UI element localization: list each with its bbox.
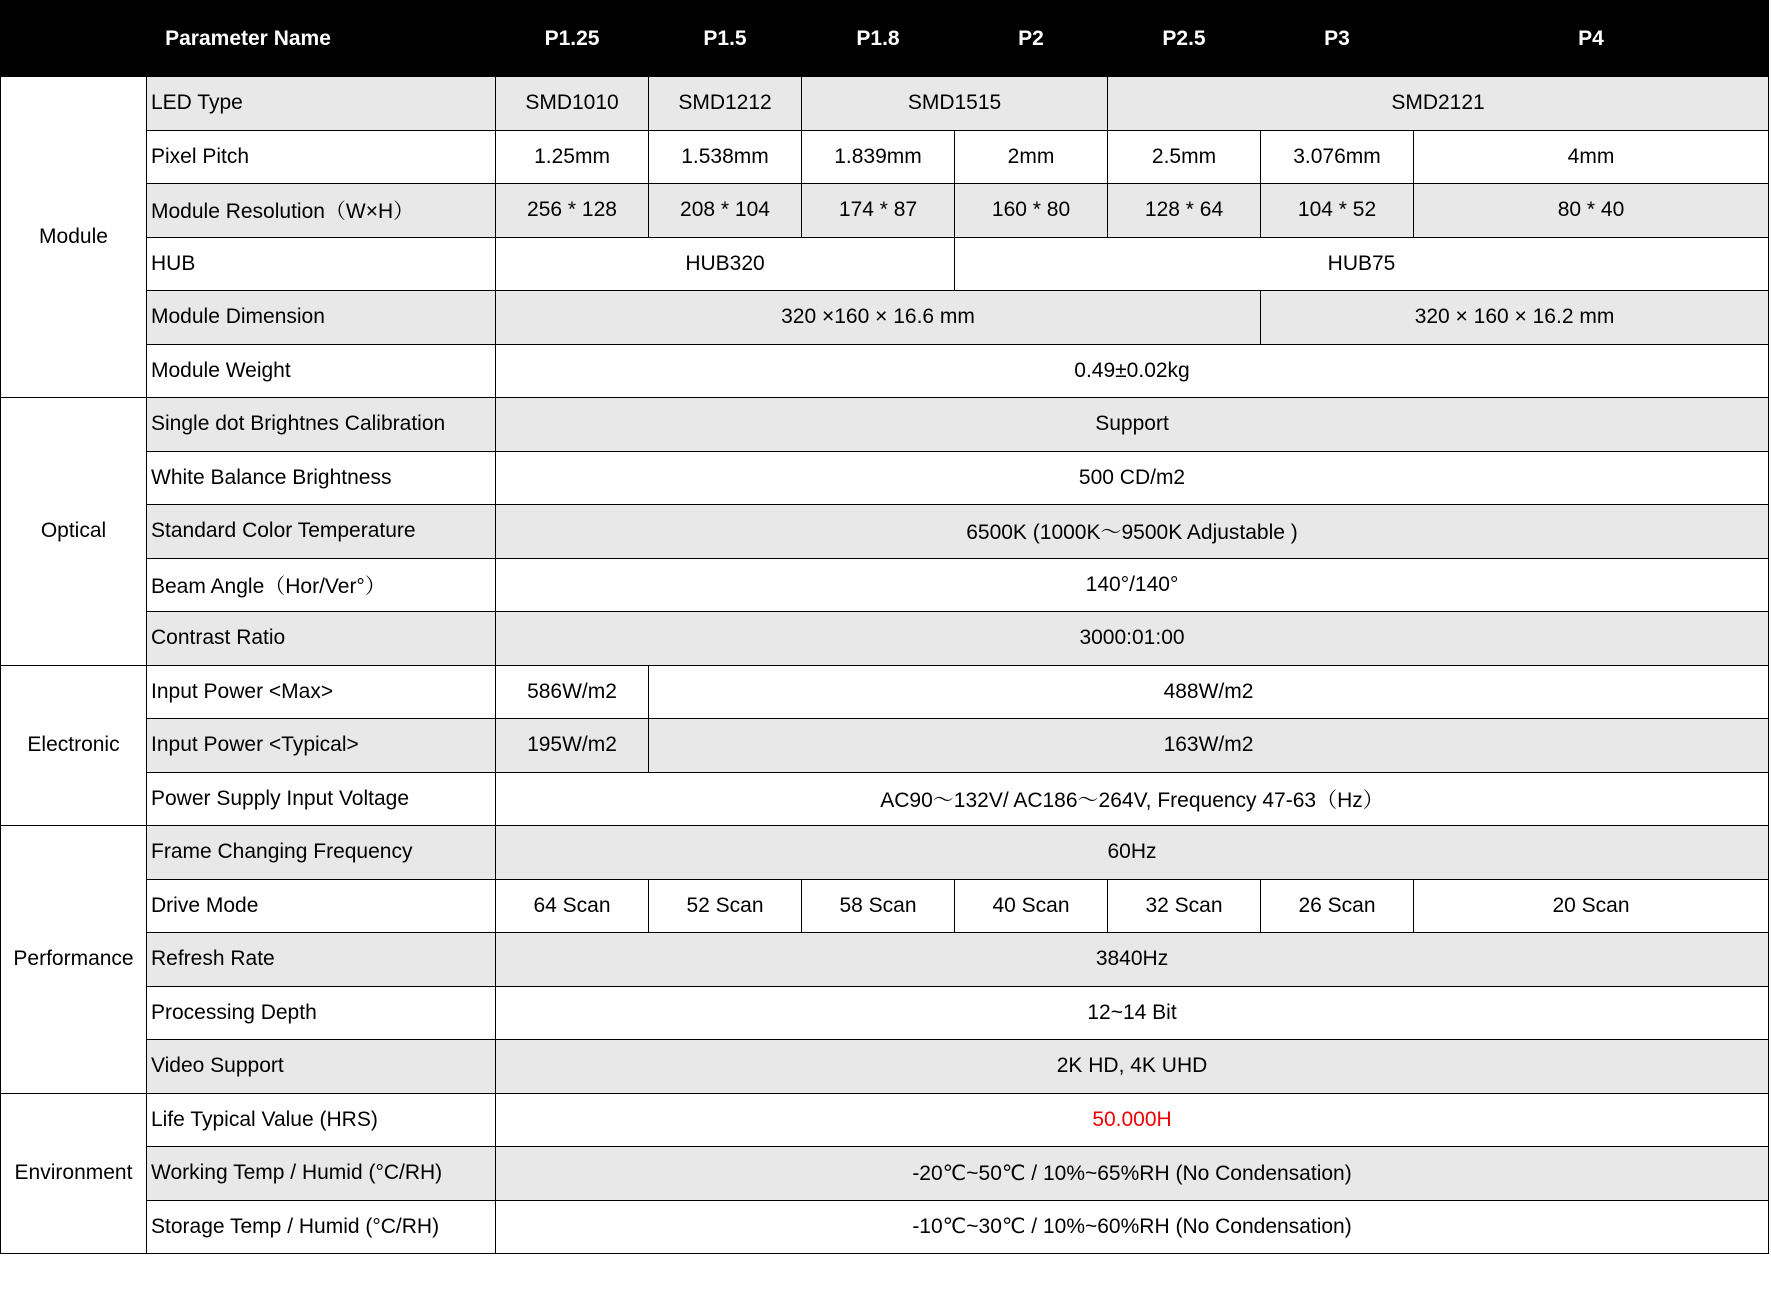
table-row bbox=[1, 933, 1769, 987]
table-row bbox=[1, 184, 1769, 238]
value-cell: 26 Scan bbox=[1261, 879, 1414, 933]
table-row bbox=[1, 398, 1769, 452]
table-row bbox=[1, 291, 1769, 345]
parameter-name-cell: HUB bbox=[147, 237, 496, 291]
value-cell: Support bbox=[496, 398, 1769, 452]
table-row bbox=[1, 879, 1769, 933]
value-cell: 40 Scan bbox=[955, 879, 1108, 933]
value-cell: SMD2121 bbox=[1108, 77, 1769, 131]
section-label: Environment bbox=[1, 1093, 147, 1254]
value-cell: 3.076mm bbox=[1261, 130, 1414, 184]
value-cell: 1.839mm bbox=[802, 130, 955, 184]
value-cell: 58 Scan bbox=[802, 879, 955, 933]
parameter-name-cell: Power Supply Input Voltage bbox=[147, 772, 496, 826]
parameter-name-cell: Module Weight bbox=[147, 344, 496, 398]
parameter-name-cell: Refresh Rate bbox=[147, 933, 496, 987]
section-label: Performance bbox=[1, 826, 147, 1094]
header-parameter-name: Parameter Name bbox=[1, 1, 496, 77]
table-row bbox=[1, 1200, 1769, 1254]
value-cell: 32 Scan bbox=[1108, 879, 1261, 933]
parameter-name-cell: Pixel Pitch bbox=[147, 130, 496, 184]
value-cell: 50.000H bbox=[496, 1093, 1769, 1147]
parameter-name-cell: Processing Depth bbox=[147, 986, 496, 1040]
value-cell: 586W/m2 bbox=[496, 665, 649, 719]
parameter-name-cell: Single dot Brightnes Calibration bbox=[147, 398, 496, 452]
table-row bbox=[1, 772, 1769, 826]
value-cell: 0.49±0.02kg bbox=[496, 344, 1769, 398]
table-row bbox=[1, 1040, 1769, 1094]
parameter-name-cell: Video Support bbox=[147, 1040, 496, 1094]
value-cell: 60Hz bbox=[496, 826, 1769, 880]
header-model: P4 bbox=[1414, 1, 1769, 77]
value-cell: AC90～132V/ AC186～264V, Frequency 47-63（Hz） bbox=[496, 772, 1769, 826]
value-cell: 488W/m2 bbox=[649, 665, 1769, 719]
table-row bbox=[1, 1093, 1769, 1147]
value-cell: 1.538mm bbox=[649, 130, 802, 184]
section-label: Optical bbox=[1, 398, 147, 666]
value-cell: 3840Hz bbox=[496, 933, 1769, 987]
table-row bbox=[1, 719, 1769, 773]
table-row bbox=[1, 1147, 1769, 1201]
table-row bbox=[1, 826, 1769, 880]
parameter-name-cell: Life Typical Value (HRS) bbox=[147, 1093, 496, 1147]
table-row bbox=[1, 665, 1769, 719]
parameter-name-cell: Input Power <Max> bbox=[147, 665, 496, 719]
parameter-name-cell: Working Temp / Humid (°C/RH) bbox=[147, 1147, 496, 1201]
value-cell: 320 × 160 × 16.2 mm bbox=[1261, 291, 1769, 345]
parameter-name-cell: Standard Color Temperature bbox=[147, 505, 496, 559]
parameter-name-cell: Frame Changing Frequency bbox=[147, 826, 496, 880]
parameter-name-cell: LED Type bbox=[147, 77, 496, 131]
parameter-name-cell: Module Resolution（W×H） bbox=[147, 184, 496, 238]
value-cell: 163W/m2 bbox=[649, 719, 1769, 773]
header-model: P1.5 bbox=[649, 1, 802, 77]
parameter-name-cell: Beam Angle（Hor/Ver°） bbox=[147, 558, 496, 612]
value-cell: 2K HD, 4K UHD bbox=[496, 1040, 1769, 1094]
table-row bbox=[1, 77, 1769, 131]
header-model: P1.25 bbox=[496, 1, 649, 77]
table-row bbox=[1, 986, 1769, 1040]
value-cell: 4mm bbox=[1414, 130, 1769, 184]
value-cell: 256 * 128 bbox=[496, 184, 649, 238]
value-cell: 2mm bbox=[955, 130, 1108, 184]
parameter-name-cell: Input Power <Typical> bbox=[147, 719, 496, 773]
value-cell: -20℃~50℃ / 10%~65%RH (No Condensation) bbox=[496, 1147, 1769, 1201]
table-row bbox=[1, 130, 1769, 184]
header-model: P2.5 bbox=[1108, 1, 1261, 77]
header-model: P2 bbox=[955, 1, 1108, 77]
value-cell: 208 * 104 bbox=[649, 184, 802, 238]
table-body bbox=[1, 77, 1769, 1254]
value-cell: 52 Scan bbox=[649, 879, 802, 933]
value-cell: 6500K (1000K～9500K Adjustable ) bbox=[496, 505, 1769, 559]
value-cell: 1.25mm bbox=[496, 130, 649, 184]
header-model: P1.8 bbox=[802, 1, 955, 77]
value-cell: 3000:01:00 bbox=[496, 612, 1769, 666]
value-cell: 195W/m2 bbox=[496, 719, 649, 773]
value-cell: -10℃~30℃ / 10%~60%RH (No Condensation) bbox=[496, 1200, 1769, 1254]
value-cell: SMD1515 bbox=[802, 77, 1108, 131]
value-cell: 174 * 87 bbox=[802, 184, 955, 238]
section-label: Module bbox=[1, 77, 147, 398]
value-cell: 500 CD/m2 bbox=[496, 451, 1769, 505]
parameter-name-cell: Storage Temp / Humid (°C/RH) bbox=[147, 1200, 496, 1254]
value-cell: 128 * 64 bbox=[1108, 184, 1261, 238]
parameter-name-cell: Contrast Ratio bbox=[147, 612, 496, 666]
table-row bbox=[1, 558, 1769, 612]
header-row bbox=[1, 1, 1769, 77]
value-cell: 12~14 Bit bbox=[496, 986, 1769, 1040]
value-cell: 20 Scan bbox=[1414, 879, 1769, 933]
parameter-name-cell: Module Dimension bbox=[147, 291, 496, 345]
parameter-name-cell: Drive Mode bbox=[147, 879, 496, 933]
section-label: Electronic bbox=[1, 665, 147, 826]
table-row bbox=[1, 612, 1769, 666]
value-cell: 160 * 80 bbox=[955, 184, 1108, 238]
table-header bbox=[1, 1, 1769, 77]
value-cell: 140°/140° bbox=[496, 558, 1769, 612]
value-cell: 320 ×160 × 16.6 mm bbox=[496, 291, 1261, 345]
value-cell: 64 Scan bbox=[496, 879, 649, 933]
value-cell: 2.5mm bbox=[1108, 130, 1261, 184]
value-cell: SMD1010 bbox=[496, 77, 649, 131]
header-model: P3 bbox=[1261, 1, 1414, 77]
table-row bbox=[1, 237, 1769, 291]
table-row bbox=[1, 451, 1769, 505]
table-row bbox=[1, 505, 1769, 559]
value-cell: HUB320 bbox=[496, 237, 955, 291]
value-cell: SMD1212 bbox=[649, 77, 802, 131]
value-cell: HUB75 bbox=[955, 237, 1769, 291]
table-row bbox=[1, 344, 1769, 398]
value-cell: 80 * 40 bbox=[1414, 184, 1769, 238]
parameter-name-cell: White Balance Brightness bbox=[147, 451, 496, 505]
value-cell: 104 * 52 bbox=[1261, 184, 1414, 238]
